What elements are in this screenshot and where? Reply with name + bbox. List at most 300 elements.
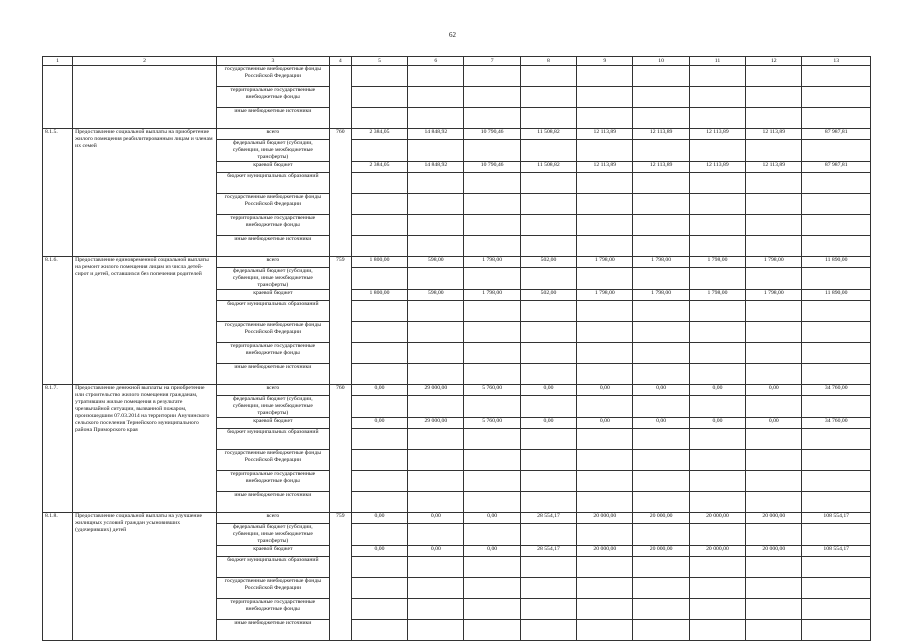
funding-source: краевой бюджет xyxy=(217,418,330,429)
value-cell: 108 554,17 xyxy=(802,513,871,524)
value-cell xyxy=(802,450,871,471)
funding-source: государственные внебюджетные фонды Российской Федерации xyxy=(217,66,330,87)
value-cell: 12 113,89 xyxy=(577,129,633,140)
value-cell xyxy=(633,364,689,385)
value-cell: 12 113,89 xyxy=(746,129,802,140)
value-cell: 11 508,82 xyxy=(520,129,576,140)
value-cell xyxy=(633,301,689,322)
value-cell xyxy=(689,322,745,343)
value-cell: 5 760,00 xyxy=(464,385,520,396)
section-title: Предоставление социальной выплаты на приобретение жилого помещения реабилитированным лицам и членам их семей xyxy=(73,129,217,257)
column-header: 11 xyxy=(689,57,745,66)
value-cell: 0,00 xyxy=(408,546,464,557)
value-cell xyxy=(408,364,464,385)
value-cell xyxy=(351,471,407,492)
value-cell xyxy=(520,429,576,450)
value-cell xyxy=(520,87,576,108)
value-cell xyxy=(577,599,633,620)
value-cell xyxy=(520,620,576,641)
value-cell xyxy=(577,87,633,108)
value-cell: 1 798,00 xyxy=(746,257,802,268)
value-cell: 11 508,82 xyxy=(520,162,576,173)
value-cell: 0,00 xyxy=(689,418,745,429)
value-cell xyxy=(689,557,745,578)
value-cell: 0,00 xyxy=(520,418,576,429)
value-cell xyxy=(408,322,464,343)
funding-source: бюджет муниципальных образований xyxy=(217,557,330,578)
funding-source: территориальные государственные внебюджетные фонды xyxy=(217,599,330,620)
value-cell xyxy=(633,343,689,364)
value-cell xyxy=(351,108,407,129)
value-cell xyxy=(464,492,520,513)
value-cell: 20 000,00 xyxy=(577,513,633,524)
value-cell xyxy=(633,173,689,194)
section-code: 8.1.5. xyxy=(43,129,73,257)
value-cell xyxy=(520,578,576,599)
value-cell xyxy=(464,87,520,108)
value-cell xyxy=(689,578,745,599)
grbs-code: 759 xyxy=(329,513,351,641)
funding-source: федеральный бюджет (субсидии, субвенции, иные межбюджетные трансферты) xyxy=(217,524,330,546)
value-cell xyxy=(520,450,576,471)
value-cell xyxy=(408,396,464,418)
value-cell xyxy=(464,343,520,364)
value-cell xyxy=(633,87,689,108)
value-cell xyxy=(351,343,407,364)
value-cell xyxy=(577,471,633,492)
value-cell xyxy=(520,322,576,343)
funding-source: территориальные государственные внебюджетные фонды xyxy=(217,471,330,492)
value-cell xyxy=(577,268,633,290)
value-cell: 34 760,00 xyxy=(802,418,871,429)
value-cell: 2 384,05 xyxy=(351,129,407,140)
value-cell xyxy=(464,578,520,599)
value-cell: 11 890,00 xyxy=(802,290,871,301)
funding-source: иные внебюджетные источники xyxy=(217,492,330,513)
value-cell: 0,00 xyxy=(633,385,689,396)
value-cell xyxy=(746,173,802,194)
value-cell xyxy=(520,471,576,492)
value-cell xyxy=(633,268,689,290)
value-cell xyxy=(464,268,520,290)
value-cell xyxy=(746,87,802,108)
value-cell: 502,00 xyxy=(520,290,576,301)
value-cell xyxy=(746,492,802,513)
grbs-code xyxy=(329,66,351,129)
value-cell xyxy=(802,471,871,492)
value-cell xyxy=(746,108,802,129)
value-cell xyxy=(802,215,871,236)
value-cell xyxy=(464,236,520,257)
value-cell: 1 800,00 xyxy=(351,257,407,268)
value-cell xyxy=(633,108,689,129)
value-cell: 2 384,05 xyxy=(351,162,407,173)
value-cell: 1 798,00 xyxy=(746,290,802,301)
value-cell xyxy=(408,343,464,364)
value-cell xyxy=(577,215,633,236)
value-cell xyxy=(633,620,689,641)
value-cell xyxy=(689,450,745,471)
value-cell xyxy=(802,108,871,129)
value-cell: 20 000,00 xyxy=(689,546,745,557)
value-cell xyxy=(633,236,689,257)
value-cell xyxy=(520,524,576,546)
value-cell xyxy=(351,578,407,599)
value-cell xyxy=(689,66,745,87)
funding-source: территориальные государственные внебюджетные фонды xyxy=(217,343,330,364)
value-cell xyxy=(464,429,520,450)
value-cell xyxy=(408,599,464,620)
value-cell xyxy=(689,492,745,513)
grbs-code: 760 xyxy=(329,129,351,257)
value-cell xyxy=(464,66,520,87)
value-cell xyxy=(408,301,464,322)
value-cell xyxy=(802,599,871,620)
value-cell: 1 798,00 xyxy=(464,257,520,268)
table-row xyxy=(43,129,871,140)
value-cell xyxy=(633,429,689,450)
value-cell: 1 800,00 xyxy=(351,290,407,301)
value-cell: 502,00 xyxy=(520,257,576,268)
value-cell xyxy=(464,396,520,418)
value-cell xyxy=(577,557,633,578)
value-cell xyxy=(408,66,464,87)
value-cell: 598,00 xyxy=(408,257,464,268)
value-cell xyxy=(746,140,802,162)
value-cell: 0,00 xyxy=(577,385,633,396)
value-cell xyxy=(464,140,520,162)
value-cell xyxy=(577,524,633,546)
value-cell xyxy=(351,301,407,322)
value-cell xyxy=(802,492,871,513)
value-cell: 20 000,00 xyxy=(633,546,689,557)
value-cell: 0,00 xyxy=(520,385,576,396)
value-cell xyxy=(633,194,689,215)
column-header: 5 xyxy=(351,57,407,66)
value-cell: 0,00 xyxy=(408,513,464,524)
value-cell xyxy=(577,301,633,322)
value-cell xyxy=(577,140,633,162)
value-cell: 598,00 xyxy=(408,290,464,301)
value-cell xyxy=(408,620,464,641)
funding-source: всего xyxy=(217,385,330,396)
value-cell xyxy=(577,343,633,364)
value-cell xyxy=(520,194,576,215)
value-cell xyxy=(689,524,745,546)
value-cell xyxy=(520,557,576,578)
column-header: 8 xyxy=(520,57,576,66)
value-cell: 12 113,89 xyxy=(633,162,689,173)
value-cell xyxy=(746,471,802,492)
value-cell xyxy=(633,524,689,546)
value-cell: 87 987,81 xyxy=(802,162,871,173)
value-cell xyxy=(351,268,407,290)
value-cell xyxy=(408,173,464,194)
value-cell xyxy=(577,66,633,87)
value-cell: 1 798,00 xyxy=(633,257,689,268)
column-header: 12 xyxy=(746,57,802,66)
page-number: 62 xyxy=(449,31,456,39)
funding-source: иные внебюджетные источники xyxy=(217,620,330,641)
funding-source: всего xyxy=(217,257,330,268)
value-cell xyxy=(408,236,464,257)
value-cell xyxy=(351,620,407,641)
value-cell xyxy=(520,301,576,322)
value-cell xyxy=(351,557,407,578)
value-cell xyxy=(351,429,407,450)
value-cell xyxy=(408,215,464,236)
value-cell xyxy=(746,301,802,322)
funding-source: бюджет муниципальных образований xyxy=(217,301,330,322)
value-cell xyxy=(408,268,464,290)
value-cell xyxy=(802,557,871,578)
value-cell xyxy=(689,620,745,641)
table-row xyxy=(43,66,871,87)
value-cell xyxy=(351,236,407,257)
value-cell: 20 000,00 xyxy=(577,546,633,557)
value-cell xyxy=(464,194,520,215)
value-cell xyxy=(802,396,871,418)
value-cell xyxy=(408,557,464,578)
value-cell: 10 790,46 xyxy=(464,129,520,140)
value-cell xyxy=(408,87,464,108)
value-cell: 12 113,89 xyxy=(689,162,745,173)
value-cell xyxy=(351,87,407,108)
value-cell xyxy=(577,194,633,215)
value-cell xyxy=(633,492,689,513)
funding-source: иные внебюджетные источники xyxy=(217,364,330,385)
value-cell: 1 798,00 xyxy=(689,290,745,301)
funding-source: бюджет муниципальных образований xyxy=(217,429,330,450)
value-cell xyxy=(689,599,745,620)
value-cell: 20 000,00 xyxy=(633,513,689,524)
value-cell: 5 760,00 xyxy=(464,418,520,429)
value-cell xyxy=(689,364,745,385)
value-cell: 0,00 xyxy=(577,418,633,429)
value-cell xyxy=(351,396,407,418)
value-cell xyxy=(577,173,633,194)
value-cell xyxy=(351,599,407,620)
value-cell: 34 760,00 xyxy=(802,385,871,396)
value-cell xyxy=(577,364,633,385)
value-cell xyxy=(520,236,576,257)
value-cell xyxy=(633,215,689,236)
value-cell xyxy=(520,364,576,385)
value-cell xyxy=(746,524,802,546)
value-cell xyxy=(577,620,633,641)
value-cell: 28 554,17 xyxy=(520,546,576,557)
value-cell xyxy=(633,578,689,599)
value-cell xyxy=(408,108,464,129)
value-cell xyxy=(802,429,871,450)
value-cell xyxy=(689,194,745,215)
section-code: 8.1.8. xyxy=(43,513,73,641)
value-cell: 1 798,00 xyxy=(464,290,520,301)
value-cell xyxy=(746,364,802,385)
value-cell: 12 113,89 xyxy=(577,162,633,173)
value-cell xyxy=(802,236,871,257)
value-cell: 20 000,00 xyxy=(746,546,802,557)
value-cell xyxy=(351,524,407,546)
funding-source: краевой бюджет xyxy=(217,162,330,173)
value-cell xyxy=(689,236,745,257)
value-cell: 14 848,92 xyxy=(408,129,464,140)
value-cell xyxy=(746,236,802,257)
funding-source: государственные внебюджетные фонды Российской Федерации xyxy=(217,578,330,599)
value-cell xyxy=(351,66,407,87)
value-cell xyxy=(633,140,689,162)
funding-source: иные внебюджетные источники xyxy=(217,236,330,257)
header-row xyxy=(43,57,871,66)
value-cell: 11 890,00 xyxy=(802,257,871,268)
column-header: 10 xyxy=(633,57,689,66)
value-cell xyxy=(802,194,871,215)
value-cell xyxy=(802,173,871,194)
value-cell xyxy=(520,215,576,236)
value-cell: 1 798,00 xyxy=(577,290,633,301)
funding-source: государственные внебюджетные фонды Российской Федерации xyxy=(217,450,330,471)
column-header: 9 xyxy=(577,57,633,66)
funding-source: государственные внебюджетные фонды Российской Федерации xyxy=(217,322,330,343)
value-cell xyxy=(633,322,689,343)
value-cell xyxy=(633,450,689,471)
value-cell xyxy=(520,66,576,87)
value-cell xyxy=(520,108,576,129)
value-cell xyxy=(408,140,464,162)
section-code: 8.1.7. xyxy=(43,385,73,513)
value-cell: 0,00 xyxy=(351,513,407,524)
funding-source: краевой бюджет xyxy=(217,546,330,557)
column-header: 1 xyxy=(43,57,73,66)
value-cell xyxy=(802,66,871,87)
value-cell xyxy=(577,450,633,471)
funding-source: территориальные государственные внебюджетные фонды xyxy=(217,215,330,236)
section-title: Предоставление социальной выплаты на улучшение жилищных условий граждан усыновивших (удочеривших) детей xyxy=(73,513,217,641)
section-code: 8.1.6. xyxy=(43,257,73,385)
value-cell xyxy=(802,524,871,546)
table-row xyxy=(43,257,871,268)
funding-source: территориальные государственные внебюджетные фонды xyxy=(217,87,330,108)
value-cell xyxy=(520,396,576,418)
value-cell xyxy=(351,450,407,471)
value-cell xyxy=(464,108,520,129)
table-row xyxy=(43,513,871,524)
funding-source: бюджет муниципальных образований xyxy=(217,173,330,194)
column-header: 7 xyxy=(464,57,520,66)
value-cell xyxy=(408,194,464,215)
value-cell xyxy=(464,364,520,385)
section-title: Предоставление единовременной социальной выплаты на ремонт жилого помещения лицам из числа детей-сирот и детей, оставшихся без попечения родителей xyxy=(73,257,217,385)
grbs-code: 760 xyxy=(329,385,351,513)
value-cell xyxy=(577,492,633,513)
value-cell: 0,00 xyxy=(351,418,407,429)
value-cell xyxy=(351,194,407,215)
value-cell xyxy=(351,140,407,162)
value-cell xyxy=(577,322,633,343)
value-cell: 0,00 xyxy=(351,546,407,557)
value-cell: 0,00 xyxy=(633,418,689,429)
value-cell: 0,00 xyxy=(746,385,802,396)
value-cell xyxy=(351,364,407,385)
value-cell xyxy=(464,173,520,194)
value-cell xyxy=(802,364,871,385)
value-cell xyxy=(577,236,633,257)
value-cell xyxy=(408,429,464,450)
value-cell xyxy=(746,343,802,364)
value-cell xyxy=(746,396,802,418)
value-cell xyxy=(464,620,520,641)
value-cell xyxy=(633,599,689,620)
value-cell xyxy=(408,492,464,513)
budget-table xyxy=(42,56,871,641)
value-cell: 108 554,17 xyxy=(802,546,871,557)
value-cell xyxy=(577,396,633,418)
value-cell xyxy=(746,322,802,343)
value-cell xyxy=(464,557,520,578)
value-cell xyxy=(802,343,871,364)
value-cell xyxy=(464,471,520,492)
value-cell: 0,00 xyxy=(464,546,520,557)
value-cell xyxy=(802,301,871,322)
value-cell: 1 798,00 xyxy=(689,257,745,268)
value-cell: 12 113,89 xyxy=(633,129,689,140)
value-cell: 0,00 xyxy=(689,385,745,396)
value-cell xyxy=(520,343,576,364)
value-cell xyxy=(520,492,576,513)
value-cell xyxy=(351,322,407,343)
section-title: Предоставление денежной выплаты на приобретение или строительство жилого помещения гражданам, утратившим жилые помещения в результате чрезвычайной ситуации, вызванной пожаром, произошедшим 07.03.2014 на территории Анучинского сельского поселения Тернейского муниципального района Приморского края xyxy=(73,385,217,513)
value-cell xyxy=(577,429,633,450)
funding-source: всего xyxy=(217,513,330,524)
value-cell: 20 000,00 xyxy=(746,513,802,524)
value-cell: 20 000,00 xyxy=(689,513,745,524)
value-cell: 10 790,46 xyxy=(464,162,520,173)
value-cell xyxy=(689,396,745,418)
funding-source: иные внебюджетные источники xyxy=(217,108,330,129)
value-cell xyxy=(746,66,802,87)
value-cell: 12 113,89 xyxy=(689,129,745,140)
column-header: 4 xyxy=(329,57,351,66)
value-cell: 87 987,81 xyxy=(802,129,871,140)
value-cell xyxy=(577,578,633,599)
value-cell: 0,00 xyxy=(351,385,407,396)
funding-source: всего xyxy=(217,129,330,140)
value-cell xyxy=(520,268,576,290)
grbs-code: 759 xyxy=(329,257,351,385)
value-cell xyxy=(746,578,802,599)
value-cell xyxy=(689,140,745,162)
table-row xyxy=(43,385,871,396)
value-cell xyxy=(689,173,745,194)
value-cell xyxy=(802,620,871,641)
empty-cell xyxy=(73,66,217,129)
value-cell xyxy=(464,450,520,471)
value-cell xyxy=(689,108,745,129)
empty-cell xyxy=(43,66,73,129)
value-cell xyxy=(802,578,871,599)
value-cell: 0,00 xyxy=(746,418,802,429)
value-cell xyxy=(520,599,576,620)
value-cell xyxy=(408,578,464,599)
column-header: 13 xyxy=(802,57,871,66)
value-cell xyxy=(464,215,520,236)
funding-source: краевой бюджет xyxy=(217,290,330,301)
value-cell xyxy=(746,194,802,215)
value-cell xyxy=(520,140,576,162)
value-cell xyxy=(464,599,520,620)
value-cell xyxy=(802,268,871,290)
value-cell xyxy=(520,173,576,194)
